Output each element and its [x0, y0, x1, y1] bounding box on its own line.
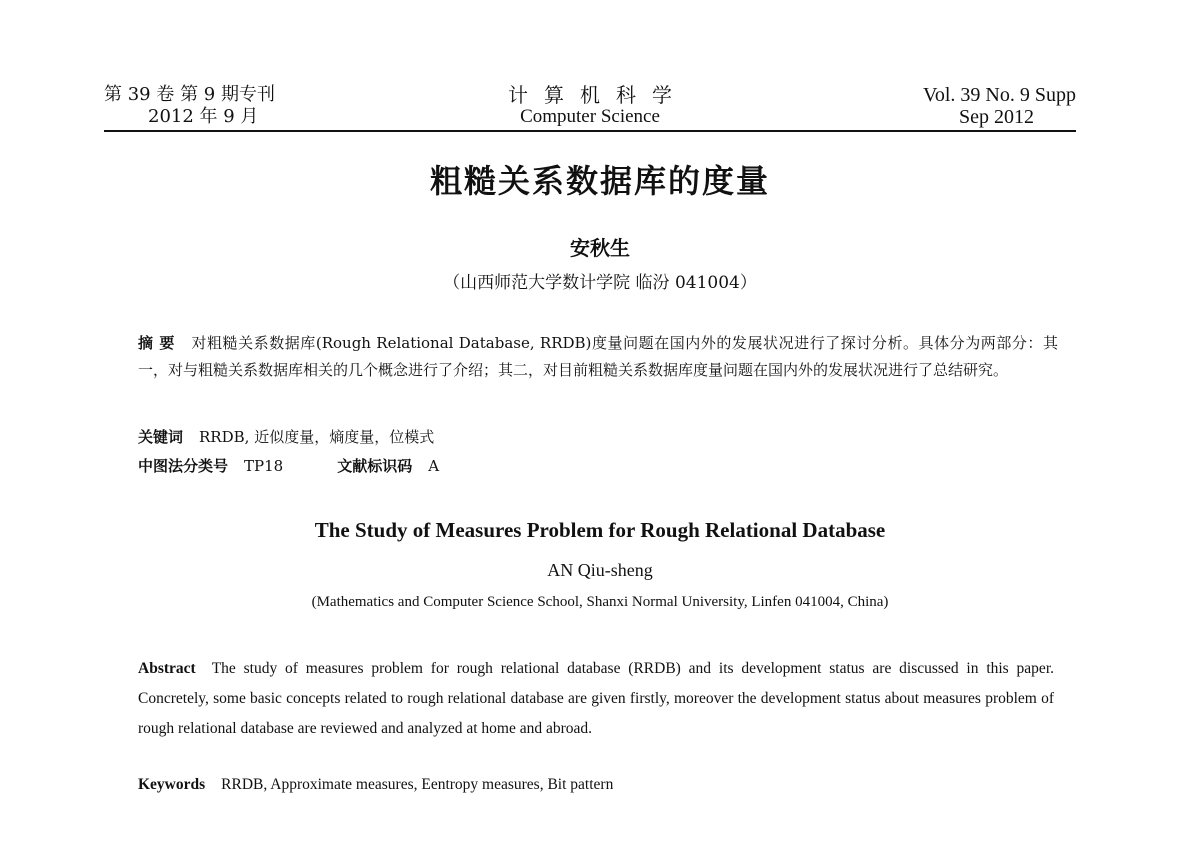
journal-name-cn: 计算机科学 — [508, 83, 688, 107]
classification-line — [138, 455, 439, 476]
author-cn: 安秋生 — [570, 236, 630, 260]
clc-label: 中图法分类号 — [138, 457, 229, 475]
keywords-cn — [138, 426, 434, 447]
affiliation-cn: （山西师范大学数计学院 临汾 041004） — [443, 273, 757, 293]
volume-en: Vol. 39 No. 9 Supp — [923, 84, 1076, 106]
paper-title-cn: 粗糙关系数据库的度量 — [429, 162, 770, 200]
keywords-cn-label: 关键词 — [138, 428, 184, 446]
abstract-cn — [138, 330, 1058, 384]
abstract-cn-label: 摘 要 — [138, 334, 175, 352]
doc-code-value: A — [428, 457, 440, 475]
affiliation-en: (Mathematics and Computer Science School, Shanxi Normal University, Linfen 041004, China) — [311, 594, 889, 610]
issue-volume: 第 39 卷 第 9 期专刊 — [104, 84, 275, 105]
issue-date: 2012 年 9 月 — [148, 106, 259, 127]
clc-value: TP18 — [244, 457, 284, 475]
keywords-cn-text: RRDB, 近似度量，熵度量，位模式 — [199, 428, 435, 446]
keywords-en — [138, 776, 613, 794]
abstract-cn-text: 对粗糙关系数据库(Rough Relational Database, RRDB)度量问题在国内外的发展状况进行了探讨分析。具体分为两部分：其一，对与粗糙关系数据库相关的几个概念进行了介绍；其二，对目前粗糙关系数据库度量问题在国内外的发展状况进行了总结研究。 — [138, 334, 1058, 379]
journal-name-en: Computer Science — [520, 106, 660, 127]
abstract-en — [138, 654, 1054, 744]
keywords-en-label: Keywords — [138, 776, 206, 793]
running-header — [104, 84, 1076, 132]
doc-code-label: 文献标识码 — [337, 457, 413, 475]
author-en: AN Qiu-sheng — [547, 560, 653, 580]
keywords-en-text: RRDB, Approximate measures, Eentropy measures, Bit pattern — [221, 776, 614, 793]
abstract-en-text: The study of measures problem for rough relational database (RRDB) and its development status are discussed in this paper. Concretely, some basic concepts related to rough relational database are given firstly, moreover the development status about measures problem of rough relational database are reviewed and analyzed at home and abroad. — [138, 660, 1054, 737]
date-en: Sep 2012 — [959, 106, 1034, 128]
paper-title-en: The Study of Measures Problem for Rough Relational Database — [314, 518, 886, 542]
abstract-en-label: Abstract — [138, 660, 196, 677]
journal-volume-en — [923, 84, 1076, 128]
